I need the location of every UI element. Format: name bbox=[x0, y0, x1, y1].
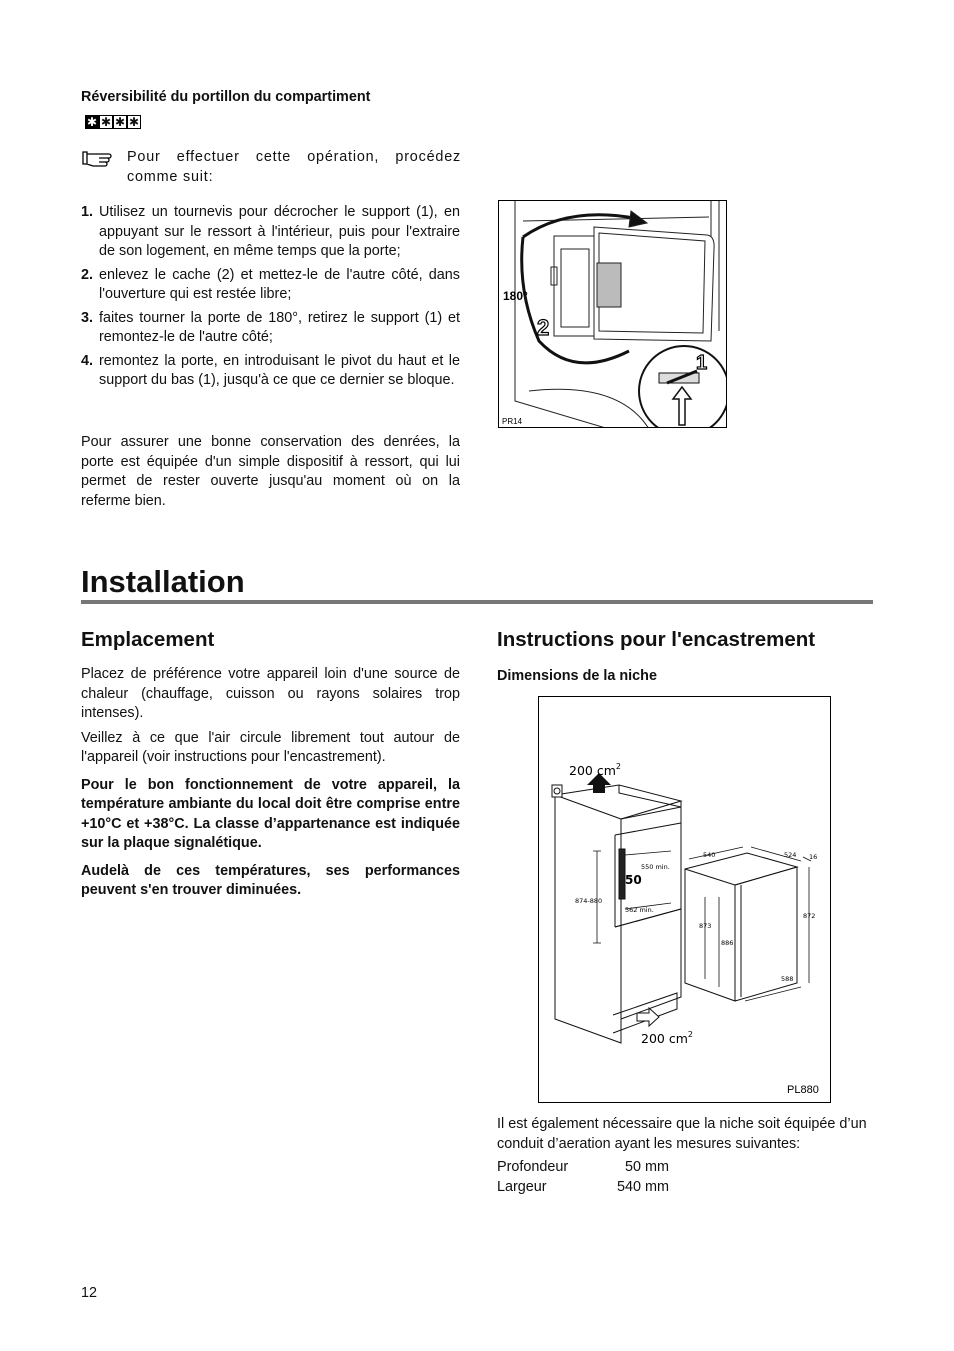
niche-dimensions-figure bbox=[538, 696, 831, 1103]
hinge-detail-inset bbox=[639, 346, 727, 428]
ventilation-dimensions-table bbox=[497, 1157, 669, 1197]
svg-text:2: 2 bbox=[537, 315, 550, 340]
niche-dimensions-drawing bbox=[539, 697, 831, 1103]
note-block bbox=[81, 148, 461, 187]
page-title: Installation bbox=[81, 564, 245, 599]
dim-550-label: 550 min. bbox=[641, 863, 670, 871]
dim-886-label: 886 bbox=[721, 939, 734, 947]
paragraph: Pour le bon fonctionnement de votre appareil, la température ambiante du local doit être comprise entre +10°C et +38°C. La classe d’appartenance est indiquée sur la plaque signalétique. bbox=[81, 776, 460, 851]
section-heading-reversibility: Réversibilité du portillon du compartiment bbox=[81, 89, 371, 105]
dim-540-label: 540 bbox=[703, 851, 716, 859]
dim-588-label: 588 bbox=[781, 975, 794, 983]
door-reversal-drawing bbox=[499, 201, 727, 428]
ventilation-paragraph: Il est également nécessaire que la niche soit équipée d’un conduit d’aeration ayant les mesures suivantes: bbox=[497, 1116, 867, 1152]
niche-subheading: Dimensions de la niche bbox=[497, 668, 657, 684]
figure-code: PR14 bbox=[502, 417, 523, 426]
paragraph: Placez de préférence votre appareil loin d'une source de chaleur (chauffage, cuisson ou rayons solaires trop intenses). bbox=[81, 666, 460, 721]
table-row bbox=[497, 1157, 669, 1177]
dim-label: Largeur bbox=[497, 1179, 547, 1195]
pointing-hand-icon bbox=[81, 149, 117, 167]
dim-873-label: 873 bbox=[699, 922, 712, 930]
callout-2-icon bbox=[537, 315, 549, 340]
dim-value: 50 mm bbox=[625, 1159, 669, 1175]
top-airflow-label: 200 $cm^2$ bbox=[569, 762, 621, 778]
closing-paragraph: Pour assurer une bonne conservation des denrées, la porte est équipée d'un simple dispositif à ressort, qui lui permet de rester ouverte jusqu'au moment où on la referme bien. bbox=[81, 434, 460, 509]
bottom-airflow-label: 200 $cm^2$ bbox=[641, 1030, 693, 1046]
steps-list bbox=[81, 203, 460, 395]
door-reversal-figure bbox=[498, 200, 727, 428]
table-row bbox=[497, 1177, 669, 1197]
outlet-icon bbox=[552, 785, 562, 797]
paragraph: Audelà de ces températures, ses performances peuvent s'en trouver diminuées. bbox=[81, 862, 460, 898]
emplacement-heading: Emplacement bbox=[81, 628, 215, 651]
star-icon: ✱ bbox=[114, 115, 126, 129]
dim-16-label: 16 bbox=[809, 853, 818, 861]
encastrement-heading: Instructions pour l'encastrement bbox=[497, 628, 816, 651]
dim-524-label: 524 bbox=[784, 851, 797, 859]
dim-value: 540 mm bbox=[617, 1179, 669, 1195]
airflow-arrow-side-icon bbox=[637, 1008, 659, 1026]
star-icon: ✱ bbox=[86, 115, 98, 129]
figure-code: PL880 bbox=[787, 1084, 819, 1096]
star-rating bbox=[85, 115, 141, 129]
list-item: 3. faites tourner la porte de 180°, retirez le support (1) et remontez-le de l'autre côté; bbox=[81, 309, 460, 345]
emplacement-body bbox=[81, 665, 460, 901]
star-icon: ✱ bbox=[100, 115, 112, 129]
dim-label: Profondeur bbox=[497, 1159, 569, 1175]
dim-872-label: 872 bbox=[803, 912, 816, 920]
list-item: 1. Utilisez un tournevis pour décrocher le support (1), en appuyant sur le ressort à l'intérieur, puis pour l'extraire de son logement, en même temps que la porte; bbox=[81, 204, 460, 259]
paragraph: Veillez à ce que l'air circule librement tout autour de l'appareil (voir instructions pour l'encastrement). bbox=[81, 729, 460, 765]
star-icon: ✱ bbox=[128, 115, 140, 129]
dim-562-label: 562 min. bbox=[625, 906, 654, 914]
list-item: 2. enlevez le cache (2) et mettez-le de l'autre côté, dans l'ouverture qui est restée libre; bbox=[81, 266, 460, 302]
dim-50-label: 50 bbox=[625, 873, 642, 887]
callout-1: 1 bbox=[696, 352, 708, 374]
angle-label: 180° bbox=[503, 289, 528, 303]
title-rule bbox=[81, 600, 873, 604]
list-item: 4. remontez la porte, en introduisant le pivot du haut et le support du bas (1), jusqu'à ce que ce dernier se bloque. bbox=[81, 352, 460, 388]
note-text: Pour effectuer cette opération, procédez comme suit: bbox=[127, 149, 461, 185]
page-number: 12 bbox=[81, 1285, 98, 1301]
dim-874-label: 874-880 bbox=[575, 897, 603, 905]
